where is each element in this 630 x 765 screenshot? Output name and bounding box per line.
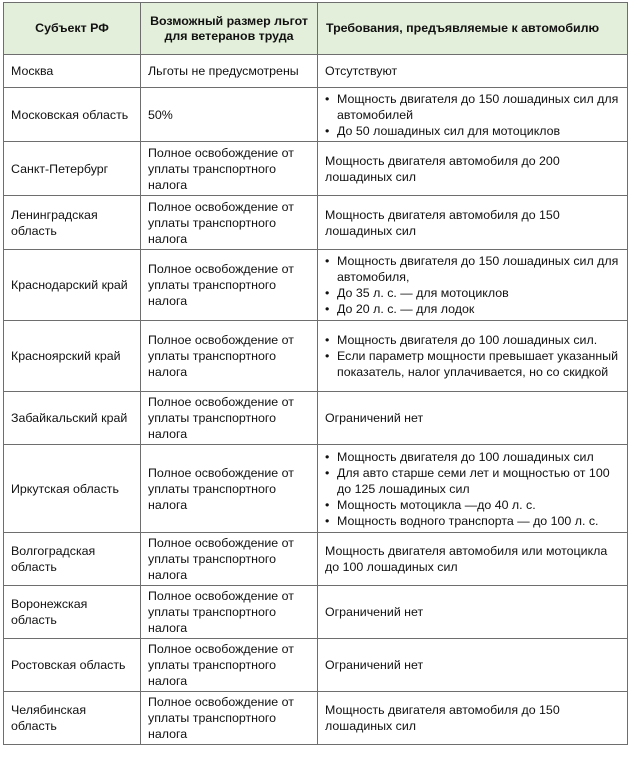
benefit-cell: Полное освобождение от уплаты транспортного налога: [141, 142, 318, 196]
table-row: [4, 692, 628, 745]
requirement-item: • Мощность двигателя до 100 лошадиных сил.: [325, 332, 621, 348]
region-cell: Воронежская область: [4, 586, 141, 639]
benefit-cell: 50%: [141, 88, 318, 142]
table-row: [4, 142, 628, 196]
benefit-cell: Полное освобождение от уплаты транспортного налога: [141, 586, 318, 639]
requirement-item: • Для авто старше семи лет и мощностью от 100 до 125 лошадиных сил: [325, 465, 621, 497]
requirement-item: • До 50 лошадиных сил для мотоциклов: [325, 123, 621, 139]
region-cell: Москва: [4, 55, 141, 88]
requirements-list: [325, 449, 621, 529]
requirements-cell: [318, 250, 628, 321]
benefit-cell: Полное освобождение от уплаты транспортного налога: [141, 321, 318, 392]
region-cell: Челябинская область: [4, 692, 141, 745]
requirement-item: • До 20 л. с. — для лодок: [325, 301, 621, 317]
region-cell: Ростовская область: [4, 639, 141, 692]
benefit-cell: Полное освобождение от уплаты транспортного налога: [141, 392, 318, 445]
requirements-cell: Мощность двигателя автомобиля до 150 лошадиных сил: [318, 692, 628, 745]
table-row: [4, 196, 628, 250]
region-cell: Краснодарский край: [4, 250, 141, 321]
table-row: [4, 445, 628, 533]
header-benefit: Возможный размер льгот для ветеранов труда: [141, 3, 318, 55]
table-row: [4, 639, 628, 692]
benefit-cell: Полное освобождение от уплаты транспортного налога: [141, 196, 318, 250]
table-row: [4, 321, 628, 392]
table-row: [4, 250, 628, 321]
table-row: [4, 533, 628, 586]
requirements-cell: Отсутствуют: [318, 55, 628, 88]
requirement-item: • До 35 л. с. — для мотоциклов: [325, 285, 621, 301]
requirements-list: [325, 253, 621, 317]
requirements-cell: [318, 445, 628, 533]
requirements-cell: [318, 321, 628, 392]
table-header: [4, 3, 628, 55]
requirement-item: • Если параметр мощности превышает указанный показатель, налог уплачивается, но со скидкой: [325, 348, 621, 380]
region-cell: Волгоградская область: [4, 533, 141, 586]
region-cell: Московская область: [4, 88, 141, 142]
benefit-cell: Полное освобождение от уплаты транспортного налога: [141, 445, 318, 533]
requirements-list: [325, 332, 621, 380]
benefits-table: [3, 2, 628, 745]
requirements-cell: Ограничений нет: [318, 639, 628, 692]
benefit-cell: Полное освобождение от уплаты транспортного налога: [141, 533, 318, 586]
requirements-cell: Мощность двигателя автомобиля до 200 лошадиных сил: [318, 142, 628, 196]
region-cell: Санкт-Петербург: [4, 142, 141, 196]
table-row: [4, 392, 628, 445]
region-cell: Красноярский край: [4, 321, 141, 392]
requirements-cell: Мощность двигателя автомобиля до 150 лошадиных сил: [318, 196, 628, 250]
benefit-cell: Полное освобождение от уплаты транспортного налога: [141, 250, 318, 321]
region-cell: Забайкальский край: [4, 392, 141, 445]
requirement-item: • Мощность двигателя до 150 лошадиных сил для автомобиля,: [325, 253, 621, 285]
requirement-item: • Мощность двигателя до 150 лошадиных сил для автомобилей: [325, 91, 621, 123]
benefit-cell: Полное освобождение от уплаты транспортного налога: [141, 639, 318, 692]
table-row: [4, 88, 628, 142]
table-row: [4, 55, 628, 88]
region-cell: Иркутская область: [4, 445, 141, 533]
benefit-cell: Льготы не предусмотрены: [141, 55, 318, 88]
header-requirements: Требования, предъявляемые к автомобилю: [318, 3, 628, 55]
requirements-list: [325, 91, 621, 139]
requirements-cell: [318, 88, 628, 142]
requirements-cell: Мощность двигателя автомобиля или мотоцикла до 100 лошадиных сил: [318, 533, 628, 586]
header-row: [4, 3, 628, 55]
table-row: [4, 586, 628, 639]
region-cell: Ленинградская область: [4, 196, 141, 250]
requirements-cell: Ограничений нет: [318, 586, 628, 639]
table-body: [4, 55, 628, 745]
requirement-item: • Мощность водного транспорта — до 100 л. с.: [325, 513, 621, 529]
header-region: Субъект РФ: [4, 3, 141, 55]
requirement-item: • Мощность мотоцикла —до 40 л. с.: [325, 497, 621, 513]
requirements-cell: Ограничений нет: [318, 392, 628, 445]
table-wrapper: [3, 2, 628, 745]
benefit-cell: Полное освобождение от уплаты транспортного налога: [141, 692, 318, 745]
requirement-item: • Мощность двигателя до 100 лошадиных сил: [325, 449, 621, 465]
